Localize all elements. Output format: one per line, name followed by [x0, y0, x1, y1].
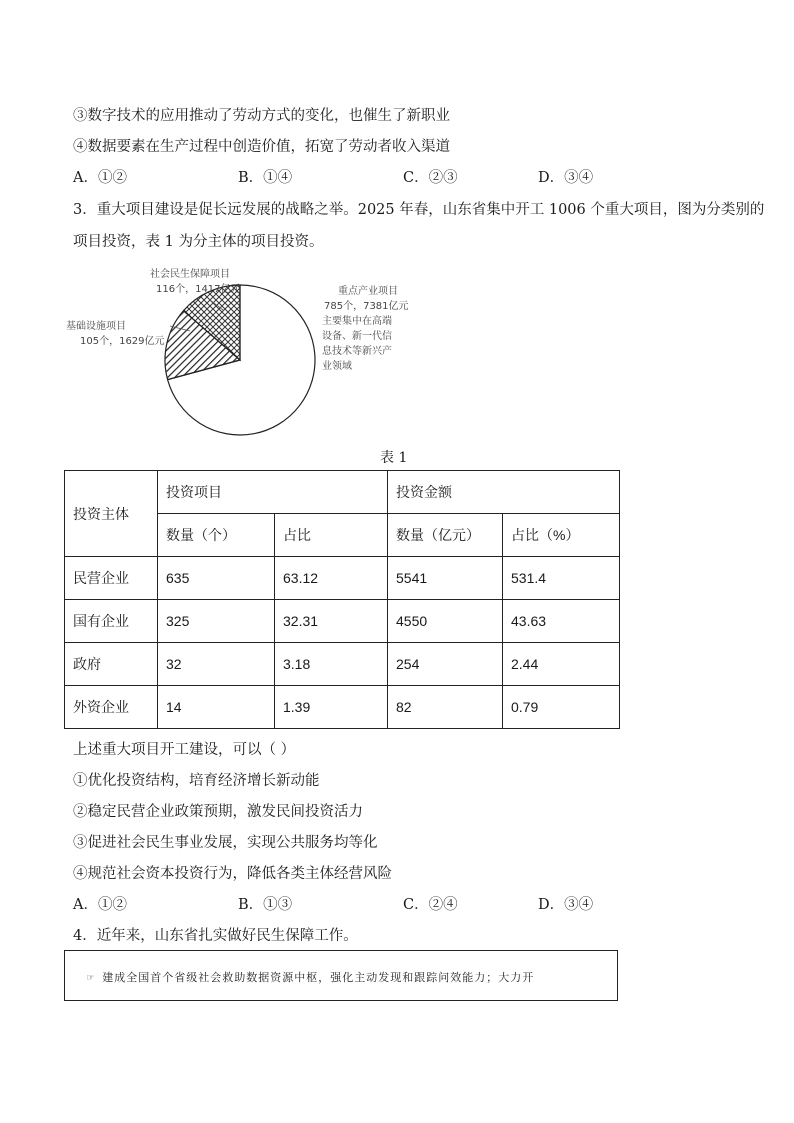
table-cell: 635 — [158, 557, 275, 600]
table-cell: 2.44 — [503, 643, 620, 686]
subheader-count: 数量（个） — [158, 514, 275, 557]
table-cell: 5541 — [388, 557, 503, 600]
label-industry-note: 业领域 — [322, 361, 352, 372]
label-industry-note: 主要集中在高端 — [322, 316, 392, 327]
statement-3: ③数字技术的应用推动了劳动方式的变化，也催生了新职业 — [73, 108, 450, 124]
statement-3: ③促进社会民生事业发展，实现公共服务均等化 — [73, 835, 378, 851]
option-c[interactable]: C．②④ — [403, 897, 458, 913]
option-a[interactable]: A．①② — [73, 170, 127, 186]
label-industry-value: 785个，7381亿元 — [324, 301, 409, 312]
pie-slices — [165, 285, 315, 435]
table-cell: 32 — [158, 643, 275, 686]
option-b[interactable]: B．①③ — [238, 897, 293, 913]
header-projects: 投资项目 — [158, 471, 388, 514]
option-c[interactable]: C．②③ — [403, 170, 458, 186]
table-cell: 1.39 — [275, 686, 388, 729]
table-cell: 531.4 — [503, 557, 620, 600]
statement-4: ④数据要素在生产过程中创造价值，拓宽了劳动者收入渠道 — [73, 139, 450, 155]
table-cell: 14 — [158, 686, 275, 729]
table-caption: 表 1 — [380, 450, 408, 466]
table-cell: 0.79 — [503, 686, 620, 729]
table-row — [65, 686, 620, 729]
table-cell: 外资企业 — [65, 686, 158, 729]
statement-4: ④规范社会资本投资行为，降低各类主体经营风险 — [73, 866, 392, 882]
table-cell: 43.63 — [503, 600, 620, 643]
q3-question: 上述重大项目开工建设，可以（ ） — [73, 742, 296, 758]
table-cell: 254 — [388, 643, 503, 686]
table-row — [65, 643, 620, 686]
q4-intro: 4．近年来，山东省扎实做好民生保障工作。 — [73, 928, 358, 944]
table-cell: 国有企业 — [65, 600, 158, 643]
material-text: ☞ 建成全国首个省级社会救助数据资源中枢，强化主动发现和跟踪问效能力；大力开 — [87, 971, 535, 984]
option-d[interactable]: D．③④ — [538, 170, 594, 186]
statement-1: ①优化投资结构，培育经济增长新动能 — [73, 773, 320, 789]
table-cell: 4550 — [388, 600, 503, 643]
q3-options — [73, 893, 633, 914]
q3-intro-line2: 项目投资，表 1 为分主体的项目投资。 — [73, 234, 324, 250]
subheader-amount: 数量（亿元） — [388, 514, 503, 557]
table-cell: 82 — [388, 686, 503, 729]
label-infra-value: 105个，1629亿元 — [80, 336, 165, 347]
label-infra-name: 基础设施项目 — [66, 321, 126, 332]
option-a[interactable]: A．①② — [73, 897, 127, 913]
q3-intro-line1: 3．重大项目建设是促长远发展的战略之举。2025 年春，山东省集中开工 1006 个重大项目，图为分类别的 — [73, 202, 765, 218]
label-industry-note: 息技术等新兴产 — [322, 346, 392, 357]
subheader-amount-ratio: 占比（%） — [503, 514, 620, 557]
table-cell: 3.18 — [275, 643, 388, 686]
table-cell: 63.12 — [275, 557, 388, 600]
table-cell: 325 — [158, 600, 275, 643]
table-row — [65, 557, 620, 600]
label-social-value: 116个，1417亿元 — [156, 284, 241, 295]
subheader-ratio: 占比 — [275, 514, 388, 557]
statement-2: ②稳定民营企业政策预期，激发民间投资活力 — [73, 804, 363, 820]
q2-options — [73, 166, 633, 187]
label-social-name: 社会民生保障项目 — [150, 269, 230, 280]
label-industry-note: 设备、新一代信 — [322, 331, 392, 342]
investment-table — [64, 470, 620, 729]
table-cell: 政府 — [65, 643, 158, 686]
pie-chart — [60, 258, 440, 438]
table-row — [65, 600, 620, 643]
header-amount: 投资金额 — [388, 471, 620, 514]
option-b[interactable]: B．①④ — [238, 170, 293, 186]
table-cell: 32.31 — [275, 600, 388, 643]
header-subject: 投资主体 — [65, 471, 158, 557]
material-box — [64, 950, 618, 1001]
label-industry-name: 重点产业项目 — [338, 286, 398, 297]
option-d[interactable]: D．③④ — [538, 897, 594, 913]
table-cell: 民营企业 — [65, 557, 158, 600]
